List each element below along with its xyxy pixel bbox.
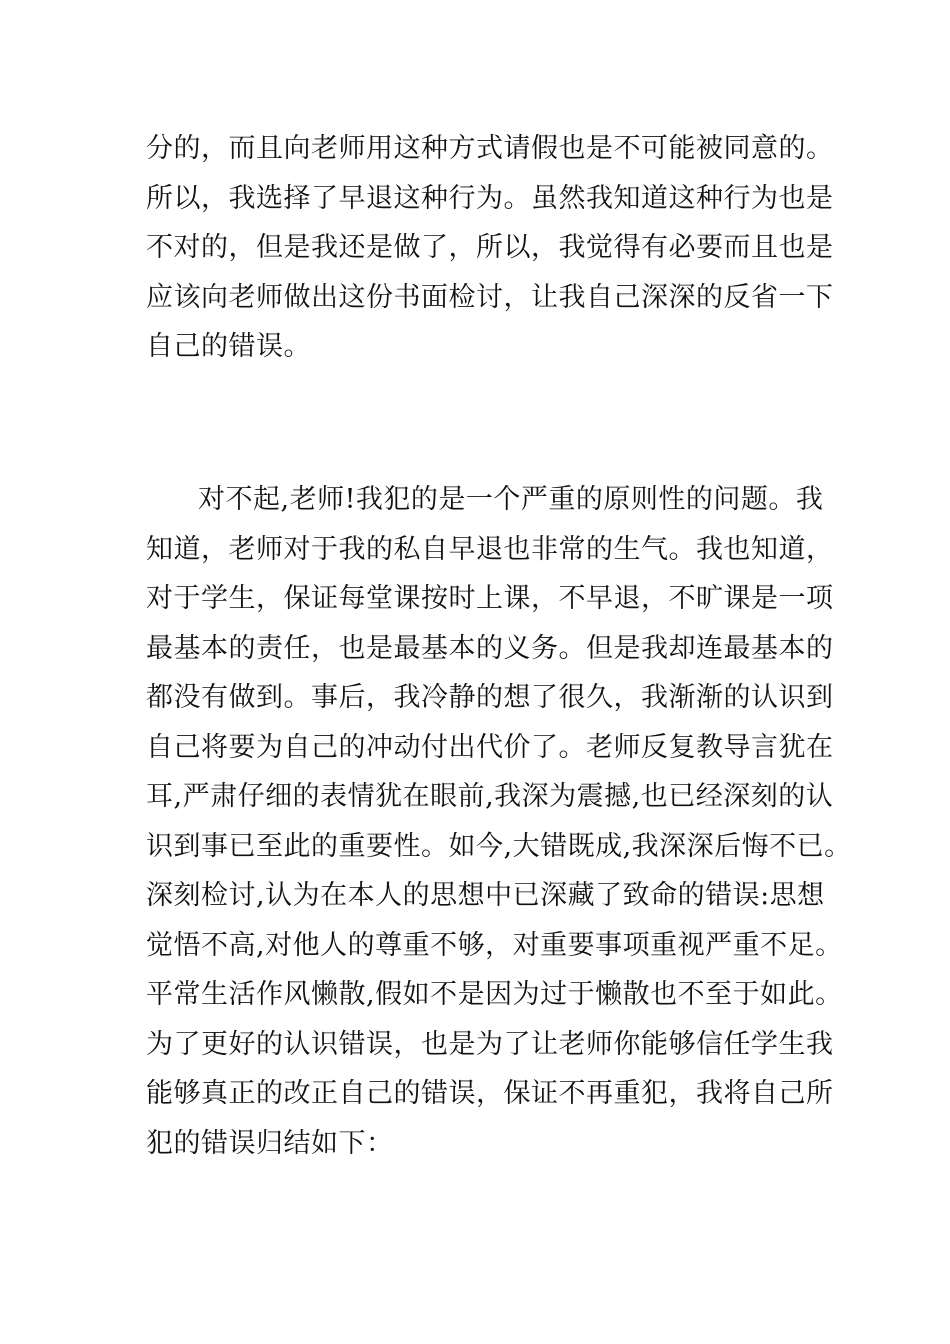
paragraph-1	[146, 124, 834, 372]
text-line: 都没有做到。事后，我冷静的想了很久，我渐渐的认识到	[146, 682, 834, 713]
text-line: 识到事已至此的重要性。如今,大错既成,我深深后悔不已。	[146, 830, 852, 862]
text-line: 知道，老师对于我的私自早退也非常的生气。我也知道，	[146, 533, 834, 565]
text-line: 自己的错误。	[146, 331, 311, 362]
text-line: 对不起,老师!我犯的是一个严重的原则性的问题。我	[198, 484, 824, 515]
text-line: 为了更好的认识错误，也是为了让老师你能够信任学生我	[146, 1028, 834, 1060]
text-line: 自己将要为自己的冲动付出代价了。老师反复教导言犹在	[146, 731, 834, 763]
text-line: 平常生活作风懒散,假如不是因为过于懒散也不至于如此。	[146, 979, 843, 1010]
text-line: 所以，我选择了早退这种行为。虽然我知道这种行为也是	[146, 182, 834, 214]
text-line: 最基本的责任，也是最基本的义务。但是我却连最基本的	[146, 632, 834, 664]
text-line: 耳,严肃仔细的表情犹在眼前,我深为震撼,也已经深刻的认	[146, 781, 834, 812]
paragraph-2	[146, 475, 852, 1168]
text-line: 对于学生，保证每堂课按时上课，不早退，不旷课是一项	[146, 583, 834, 614]
text-line: 犯的错误归结如下：	[146, 1127, 394, 1159]
text-line: 应该向老师做出这份书面检讨，让我自己深深的反省一下	[146, 281, 834, 313]
text-line: 分的，而且向老师用这种方式请假也是不可能被同意的。	[146, 133, 834, 164]
text-line: 觉悟不高,对他人的尊重不够，对重要事项重视严重不足。	[146, 929, 843, 961]
text-line: 不对的，但是我还是做了，所以，我觉得有必要而且也是	[146, 232, 834, 263]
text-line: 能够真正的改正自己的错误，保证不再重犯，我将自己所	[146, 1078, 834, 1109]
text-line: 深刻检讨,认为在本人的思想中已深藏了致命的错误:思想	[146, 880, 825, 911]
